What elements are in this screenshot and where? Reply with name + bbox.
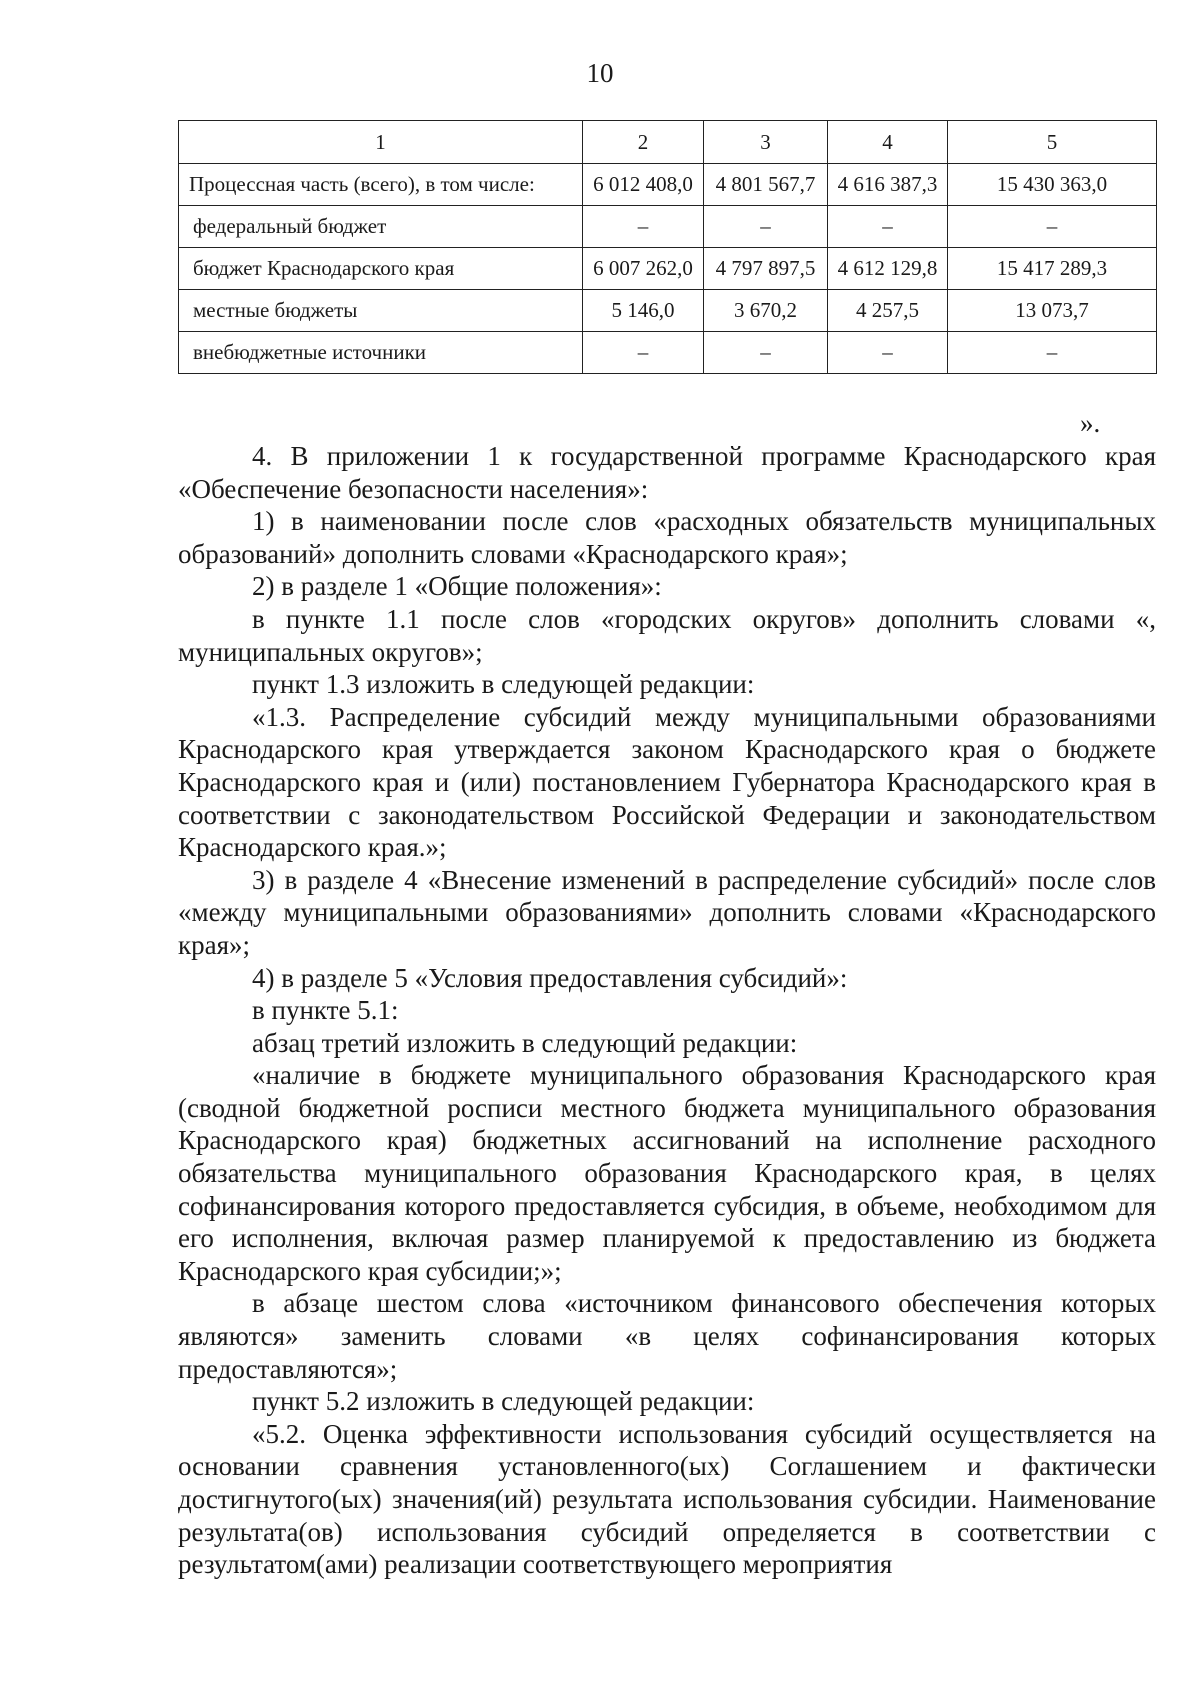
document-body bbox=[178, 408, 1156, 1581]
table-cell: – bbox=[704, 332, 828, 374]
paragraph: 1) в наименовании после слов «расходных обязательств муниципальных образований» дополнить словами «Краснодарского края»; bbox=[178, 506, 1156, 569]
table-cell: 4 801 567,7 bbox=[704, 164, 828, 206]
table-row bbox=[179, 248, 1157, 290]
paragraph: в пункте 1.1 после слов «городских округов» дополнить словами «, муниципальных округов»; bbox=[178, 603, 1156, 667]
table-cell: – bbox=[828, 332, 948, 374]
paragraph: 4) в разделе 5 «Условия предоставления субсидий»: bbox=[252, 962, 848, 993]
paragraph: абзац третий изложить в следующий редакции: bbox=[252, 1027, 798, 1058]
row-label: внебюджетные источники bbox=[179, 332, 583, 374]
table-row bbox=[179, 164, 1157, 206]
row-label: Процессная часть (всего), в том числе: bbox=[179, 164, 583, 206]
paragraph: 4. В приложении 1 к государственной программе Краснодарского края «Обеспечение безопасности населения»: bbox=[178, 441, 1156, 504]
table-header-cell: 4 bbox=[828, 121, 948, 164]
table-cell: 3 670,2 bbox=[704, 290, 828, 332]
table-cell: 13 073,7 bbox=[948, 290, 1157, 332]
table-cell: 5 146,0 bbox=[583, 290, 704, 332]
table-cell: 6 012 408,0 bbox=[583, 164, 704, 206]
table-header-cell: 5 bbox=[948, 121, 1157, 164]
table-cell: – bbox=[948, 332, 1157, 374]
paragraph: «1.3. Распределение субсидий между муниципальными образованиями Краснодарского края утверждается законом Краснодарского края о бюджете Краснодарского края и (или) постановлением Губернатора Краснодарского края в соответствии с законодательством Российской Федерации и законодательством Краснодарского края.»; bbox=[178, 701, 1156, 863]
table-cell: 4 616 387,3 bbox=[828, 164, 948, 206]
table-row bbox=[179, 332, 1157, 374]
paragraph: 3) в разделе 4 «Внесение изменений в распределение субсидий» после слов «между муниципальными образованиями» дополнить словами «Краснодарского края»; bbox=[178, 864, 1156, 960]
table-cell: 4 257,5 bbox=[828, 290, 948, 332]
table-header-cell: 1 bbox=[179, 121, 583, 164]
paragraph: 2) в разделе 1 «Общие положения»: bbox=[252, 571, 662, 602]
paragraph: в пункте 5.1: bbox=[252, 995, 399, 1026]
table-row bbox=[179, 206, 1157, 248]
table-cell: – bbox=[583, 206, 704, 248]
paragraph: пункт 5.2 изложить в следующей редакции: bbox=[252, 1386, 755, 1417]
paragraph: пункт 1.3 изложить в следующей редакции: bbox=[252, 669, 755, 700]
table-cell: 15 430 363,0 bbox=[948, 164, 1157, 206]
table-cell: 6 007 262,0 bbox=[583, 248, 704, 290]
table-cell: 4 612 129,8 bbox=[828, 248, 948, 290]
table-header-cell: 3 bbox=[704, 121, 828, 164]
row-label: федеральный бюджет bbox=[179, 206, 583, 248]
table-cell: – bbox=[704, 206, 828, 248]
table-cell: – bbox=[583, 332, 704, 374]
table-header-cell: 2 bbox=[583, 121, 704, 164]
financing-table bbox=[178, 120, 1157, 374]
table-row bbox=[179, 290, 1157, 332]
table-cell: – bbox=[948, 206, 1157, 248]
row-label: местные бюджеты bbox=[179, 290, 583, 332]
paragraph: «5.2. Оценка эффективности использования субсидий осуществляется на основании сравнения установленного(ых) Соглашением и фактически достигнутого(ых) значения(ий) результата использования субсидии. Наименование результата(ов) использования субсидий определяется в соответствии с результатом(ами) реализации соответствующего мероприятия bbox=[178, 1418, 1156, 1580]
closing-quote: ». bbox=[1080, 408, 1101, 438]
table-header-row bbox=[179, 121, 1157, 164]
paragraph: в абзаце шестом слова «источником финансового обеспечения которых являются» заменить словами «в целях софинансирования которых предоставляются»; bbox=[178, 1288, 1156, 1384]
row-label: бюджет Краснодарского края bbox=[179, 248, 583, 290]
table-cell: 15 417 289,3 bbox=[948, 248, 1157, 290]
paragraph: «наличие в бюджете муниципального образования Краснодарского края (сводной бюджетной росписи местного бюджета муниципального образования Краснодарского края) бюджетных ассигнований на исполнение расходного обязательства муниципального образования Краснодарского края, в целях софинансирования которого предоставляется субсидия, в объеме, необходимом для его исполнения, включая размер планируемой к предоставлению из бюджета Краснодарского края субсидии;»; bbox=[178, 1060, 1156, 1286]
table-cell: 4 797 897,5 bbox=[704, 248, 828, 290]
table-cell: – bbox=[828, 206, 948, 248]
page-number: 10 bbox=[586, 58, 614, 88]
